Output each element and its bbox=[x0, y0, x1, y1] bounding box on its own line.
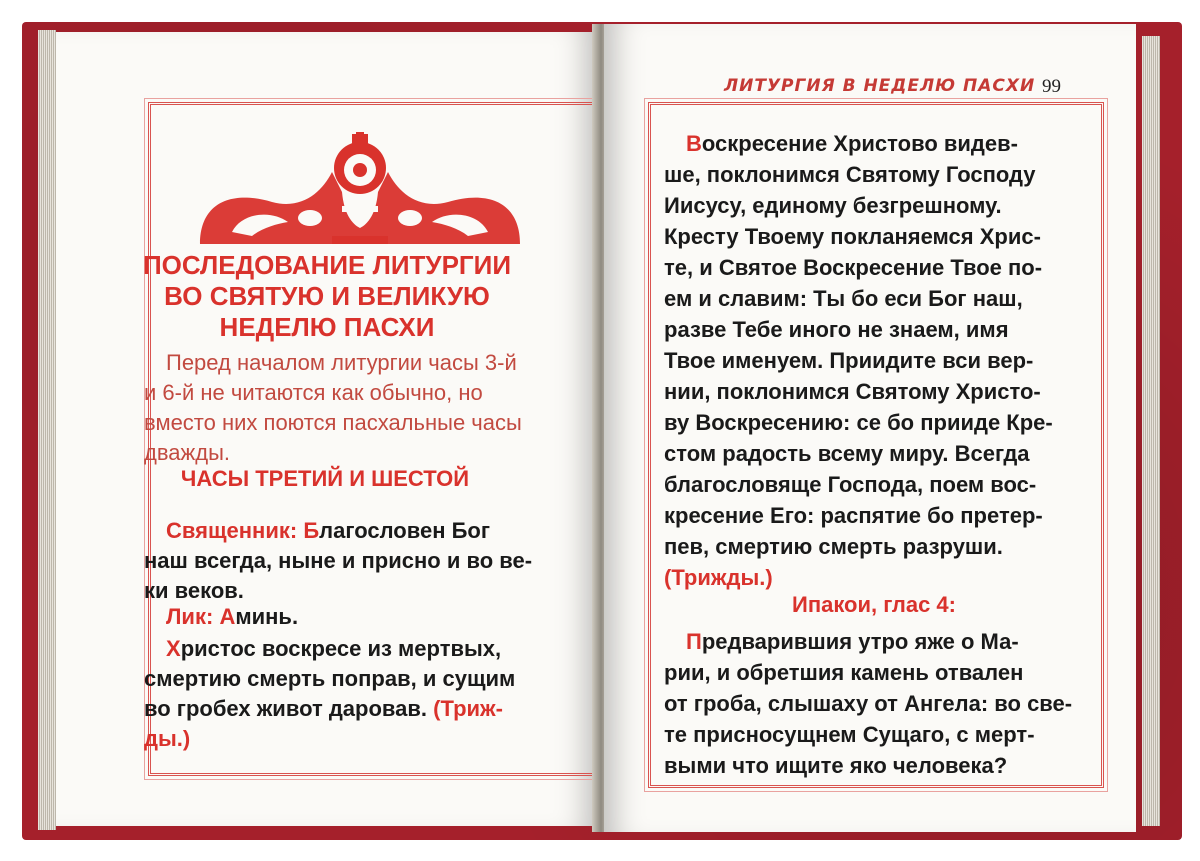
troparion-line: во гробех живот даровав. bbox=[144, 696, 428, 721]
choir-text: минь. bbox=[235, 604, 299, 629]
title-line: ПОСЛЕДОВАНИЕ ЛИТУРГИИ bbox=[142, 250, 512, 280]
troparion-line: ристос воскресе из мертвых, bbox=[180, 636, 502, 661]
hymn-line: Кресту Твоему покланяемся Хрис- bbox=[664, 224, 1041, 249]
intro-line: дважды. bbox=[144, 440, 230, 465]
title-line: НЕДЕЛЮ ПАСХИ bbox=[219, 312, 435, 342]
ipakoi-heading: Ипакои, глас 4: bbox=[792, 592, 956, 617]
choir-response bbox=[144, 602, 540, 632]
drop-initial: В bbox=[686, 131, 702, 156]
paschal-troparion bbox=[144, 634, 540, 754]
priest-label: Священник: bbox=[166, 518, 298, 543]
ipakoi-line: рии, и обретшия камень отвален bbox=[664, 660, 1024, 685]
thrice-rubric: (Триж- bbox=[433, 696, 503, 721]
priest-line: ки веков. bbox=[144, 578, 244, 603]
hymn-line: нии, поклонимся Святому Христо- bbox=[664, 379, 1041, 404]
thrice-rubric: (Трижды.) bbox=[664, 565, 773, 590]
troparion-line: смертию смерть поправ, и сущим bbox=[144, 666, 516, 691]
right-page bbox=[604, 24, 1136, 832]
hymn-line: кресение Его: распятие бо претер- bbox=[664, 503, 1043, 528]
hymn-line: пев, смертию смерть разруши. bbox=[664, 534, 1003, 559]
rubric-intro bbox=[144, 348, 540, 468]
ipakoi-line: те присносущнем Сущаго, с мерт- bbox=[664, 722, 1035, 747]
running-head: ЛИТУРГИЯ В НЕДЕЛЮ ПАСХИ bbox=[724, 76, 1036, 96]
drop-initial: А bbox=[219, 604, 236, 629]
hymn-line: оскресение Христово видев- bbox=[701, 131, 1018, 156]
drop-initial: П bbox=[686, 629, 702, 654]
resurrection-hymn bbox=[664, 128, 1084, 593]
ipakoi-line: выми что ищите яко человека? bbox=[664, 753, 1008, 778]
priest-line: наш всегда, ныне и присно и во ве- bbox=[144, 548, 533, 573]
service-title bbox=[104, 250, 550, 343]
hymn-line: благословяще Господа, поем вос- bbox=[664, 472, 1037, 497]
hymn-line: разве Тебе иного не знаем, имя bbox=[664, 317, 1009, 342]
headpiece-ornament-icon bbox=[192, 132, 528, 252]
ipakoi-text bbox=[664, 626, 1084, 781]
title-line: ВО СВЯТУЮ И ВЕЛИКУЮ bbox=[164, 281, 490, 311]
section-heading: ЧАСЫ ТРЕТИЙ И ШЕСТОЙ bbox=[180, 466, 470, 491]
ipakoi-line: редварившия утро яже о Ма- bbox=[701, 629, 1019, 654]
drop-initial: Б bbox=[303, 518, 320, 543]
priest-exclamation bbox=[144, 516, 540, 606]
page-edges-right bbox=[1142, 36, 1160, 826]
intro-line: Перед началом литургии часы 3-й bbox=[166, 350, 517, 375]
priest-line: лагословен Бог bbox=[319, 518, 491, 543]
hymn-line: ву Воскресению: се бо прииде Кре- bbox=[664, 410, 1053, 435]
intro-line: и 6-й не читаются как обычно, но bbox=[144, 380, 483, 405]
hymn-line: Твое именуем. Приидите вси вер- bbox=[664, 348, 1034, 373]
ipakoi-line: от гроба, слышаху от Ангела: во све- bbox=[664, 691, 1073, 716]
intro-line: вместо них поются пасхальные часы bbox=[144, 410, 522, 435]
hymn-line: те, и Святое Воскресение Твое по- bbox=[664, 255, 1043, 280]
drop-initial: Х bbox=[166, 636, 181, 661]
hymn-line: стом радость всему миру. Всегда bbox=[664, 441, 1030, 466]
choir-label: Лик: bbox=[166, 604, 214, 629]
thrice-rubric: ды.) bbox=[144, 726, 191, 751]
hymn-line: Иисусу, единому безгрешному. bbox=[664, 193, 1002, 218]
hymn-line: ше, поклонимся Святому Господу bbox=[664, 162, 1036, 187]
hymn-line: ем и славим: Ты бо еси Бог наш, bbox=[664, 286, 1023, 311]
page-number: 99 bbox=[1042, 76, 1061, 97]
page-edges-left bbox=[38, 30, 56, 830]
